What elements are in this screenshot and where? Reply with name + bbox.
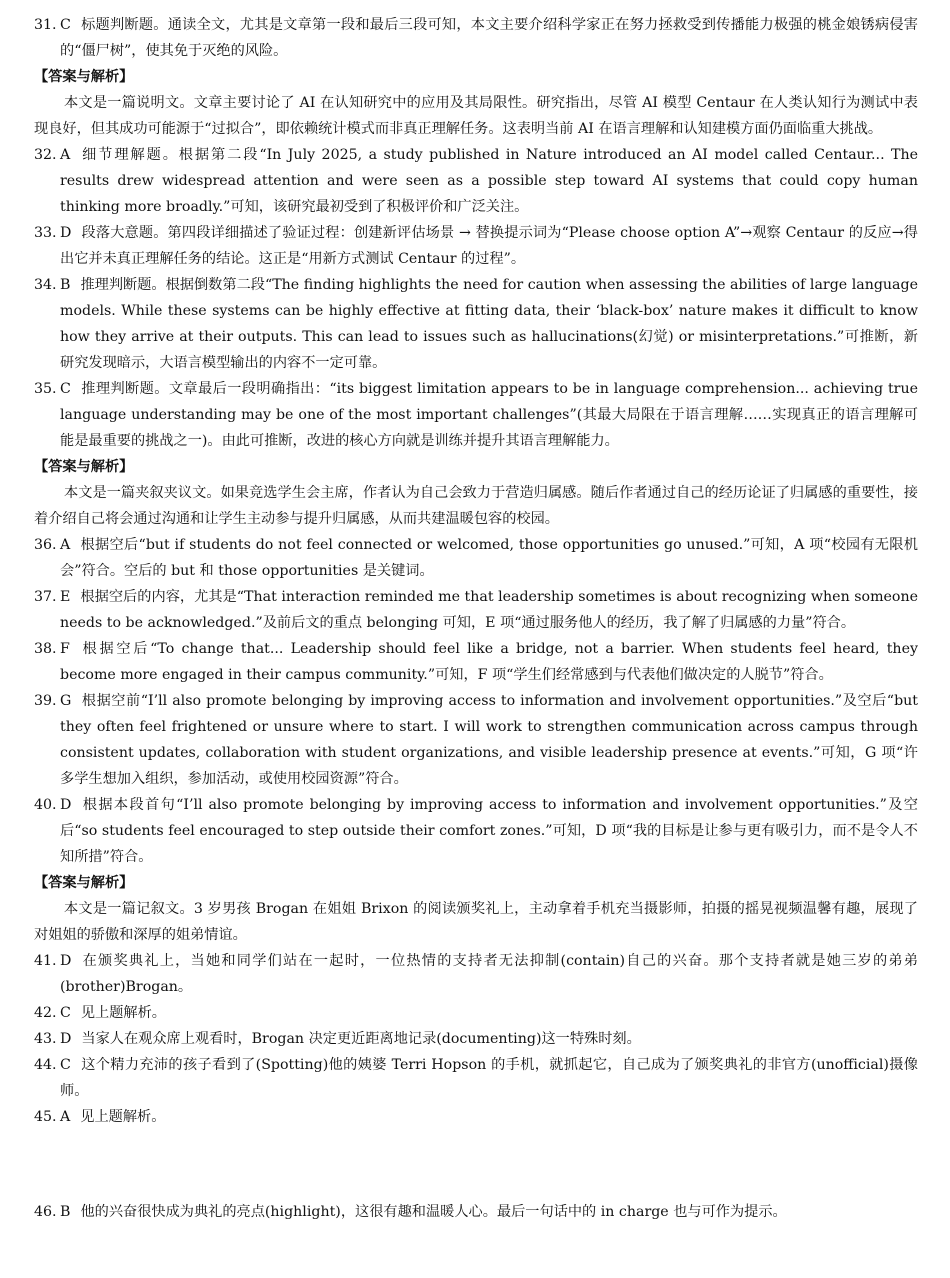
item-answer: F bbox=[60, 641, 70, 657]
item-answer: A bbox=[60, 537, 71, 553]
item-explanation: 根据空前“I’ll also promote belonging by improving access to information and involvement opportunities.”及空后“but they often feel frightened or unsure where to start. I will work to strengthen communication across campus through consistent updates, collaboration with student organizations, and visible leadership presence at events.”可知，G 项“许多学生想加入组织，参加活动，或使用校园资源”符合。 bbox=[60, 693, 918, 787]
item-explanation: 段落大意题。第四段详细描述了验证过程：创建新评估场景 → 替换提示词为“Please choose option A”→观察 Centaur 的反应→得出它并未真正理解任务的结论。这正是“用新方式测试 Centaur 的过程”。 bbox=[60, 225, 918, 267]
item-number: 31. bbox=[34, 17, 57, 33]
answer-item-42 bbox=[34, 1000, 918, 1026]
passage-summary: 本文是一篇夹叙夹议文。如果竞选学生会主席，作者认为自己会致力于营造归属感。随后作者通过自己的经历论证了归属感的重要性，接着介绍自己将会通过沟通和让学生主动参与提升归属感，从而共建温暖包容的校园。 bbox=[34, 485, 918, 527]
item-answer: C bbox=[60, 17, 71, 33]
item-number: 38. bbox=[34, 641, 57, 657]
answer-item-38 bbox=[34, 636, 918, 688]
item-explanation: 当家人在观众席上观看时，Brogan 决定更近距离地记录(documenting)这一特殊时刻。 bbox=[81, 1031, 641, 1047]
section-cloze bbox=[34, 870, 918, 1130]
cutoff-line bbox=[34, 1204, 918, 1220]
item-explanation: 见上题解析。 bbox=[80, 1005, 166, 1021]
item-number: 33. bbox=[34, 225, 57, 241]
item-answer: C bbox=[60, 1005, 71, 1021]
item-answer: A bbox=[60, 147, 71, 163]
section-heading: 【答案与解析】 bbox=[34, 69, 134, 85]
item-explanation: 这个精力充沛的孩子看到了(Spotting)他的姨婆 Terri Hopson 的手机，就抓起它，自己成为了颁奖典礼的非官方(unofficial)摄像师。 bbox=[60, 1057, 918, 1099]
answer-item-33 bbox=[34, 220, 918, 272]
item-answer: B bbox=[60, 1204, 71, 1220]
section-heading: 【答案与解析】 bbox=[34, 459, 134, 475]
answer-item-46-partial bbox=[34, 1199, 918, 1225]
item-answer: D bbox=[60, 797, 72, 813]
item-number: 41. bbox=[34, 953, 57, 969]
answer-item-45 bbox=[34, 1104, 918, 1130]
item-explanation: 根据本段首句“I’ll also promote belonging by improving access to information and involvement opportunities.”及空后“so students feel encouraged to step outside their comfort zones.”可知，D 项“我的目标是让参与更有吸引力，而不是令人不知所措”符合。 bbox=[60, 797, 918, 865]
item-number: 36. bbox=[34, 537, 57, 553]
item-answer: E bbox=[60, 589, 71, 605]
answer-item-36 bbox=[34, 532, 918, 584]
item-number: 35. bbox=[34, 381, 57, 397]
passage-summary: 本文是一篇记叙文。3 岁男孩 Brogan 在姐姐 Brixon 的阅读颁奖礼上，主动拿着手机充当摄影师，拍摄的摇晃视频温馨有趣，展现了对姐姐的骄傲和深厚的姐弟情谊。 bbox=[34, 901, 918, 943]
answer-item-32 bbox=[34, 142, 918, 220]
item-number: 43. bbox=[34, 1031, 57, 1047]
item-answer: G bbox=[60, 693, 72, 709]
item-explanation: 推理判断题。根据倒数第二段“The finding highlights the need for caution when assessing the abilities of large language models. While these systems can be highly effective at fitting data, their ‘black-box’ nature makes it difficult to know how they arrive at their outputs. This can lead to issues such as hallucinations(幻觉) or misinterpretations.”可推断，新研究发现暗示，大语言模型输出的内容不一定可靠。 bbox=[60, 277, 918, 371]
item-explanation: 标题判断题。通读全文，尤其是文章第一段和最后三段可知，本文主要介绍科学家正在努力拯救受到传播能力极强的桃金娘锈病侵害的“僵尸树”，使其免于灭绝的风险。 bbox=[60, 17, 918, 59]
item-number: 42. bbox=[34, 1005, 57, 1021]
item-answer: B bbox=[60, 277, 71, 293]
item-explanation: 根据空后“To change that... Leadership should feel like a bridge, not a barrier. When students feel heard, they become more engaged in their campus community.”可知，F 项“学生们经常感到与代表他们做决定的人脱节”符合。 bbox=[60, 641, 918, 683]
answer-item-39 bbox=[34, 688, 918, 792]
section-heading: 【答案与解析】 bbox=[34, 875, 134, 891]
item-explanation: 推理判断题。文章最后一段明确指出：“its biggest limitation appears to be in language comprehension... achieving true language understanding may be one of the most important challenges”(其最大局限在于语言理解……实现真正的语言理解可能是最重要的挑战之一)。由此可推断，改进的核心方向就是训练并提升其语言理解能力。 bbox=[60, 381, 918, 449]
item-number: 39. bbox=[34, 693, 57, 709]
answer-item-31 bbox=[34, 12, 918, 64]
answer-item-35 bbox=[34, 376, 918, 454]
answer-item-37 bbox=[34, 584, 918, 636]
answer-item-44 bbox=[34, 1052, 918, 1104]
answer-item-34 bbox=[34, 272, 918, 376]
item-explanation: 他的兴奋很快成为典礼的亮点(highlight)，这很有趣和温暖人心。最后一句话中的 in charge 也与可作为提示。 bbox=[80, 1204, 787, 1220]
item-number: 45. bbox=[34, 1109, 57, 1125]
answer-page bbox=[34, 12, 918, 1130]
item-explanation: 见上题解析。 bbox=[80, 1109, 166, 1125]
section-passage-c bbox=[34, 64, 918, 454]
answer-item-40 bbox=[34, 792, 918, 870]
item-answer: D bbox=[60, 1031, 72, 1047]
item-number: 32. bbox=[34, 147, 57, 163]
item-explanation: 细节理解题。根据第二段“In July 2025, a study published in Nature introduced an AI model called Centaur... The results drew widespread attention and were seen as a possible step toward AI systems that could copy human thinking more broadly.”可知，该研究最初受到了积极评价和广泛关注。 bbox=[60, 147, 918, 215]
item-number: 37. bbox=[34, 589, 57, 605]
item-number: 40. bbox=[34, 797, 57, 813]
section-seven-choose-five bbox=[34, 454, 918, 870]
answer-item-43 bbox=[34, 1026, 918, 1052]
item-number: 34. bbox=[34, 277, 57, 293]
section-31 bbox=[34, 12, 918, 64]
item-explanation: 根据空后的内容，尤其是“That interaction reminded me that leadership sometimes is about recognizing when someone needs to be acknowledged.”及前后文的重点 belonging 可知，E 项“通过服务他人的经历，我了解了归属感的力量”符合。 bbox=[60, 589, 918, 631]
item-explanation: 在颁奖典礼上，当她和同学们站在一起时，一位热情的支持者无法抑制(contain)自己的兴奋。那个支持者就是她三岁的弟弟(brother)Brogan。 bbox=[60, 953, 918, 995]
item-number: 44. bbox=[34, 1057, 57, 1073]
item-answer: C bbox=[60, 381, 71, 397]
item-answer: C bbox=[60, 1057, 71, 1073]
item-answer: A bbox=[60, 1109, 71, 1125]
item-number: 46. bbox=[34, 1204, 57, 1220]
item-answer: D bbox=[60, 953, 72, 969]
item-answer: D bbox=[60, 225, 72, 241]
passage-summary: 本文是一篇说明文。文章主要讨论了 AI 在认知研究中的应用及其局限性。研究指出，尽管 AI 模型 Centaur 在人类认知行为测试中表现良好，但其成功可能源于“过拟合”，即依赖统计模式而非真正理解任务。这表明当前 AI 在语言理解和认知建模方面仍面临重大挑战。 bbox=[34, 95, 918, 137]
item-explanation: 根据空后“but if students do not feel connected or welcomed, those opportunities go unused.”可知，A 项“校园有无限机会”符合。空后的 but 和 those opportunities 是关键词。 bbox=[60, 537, 918, 579]
answer-item-41 bbox=[34, 948, 918, 1000]
